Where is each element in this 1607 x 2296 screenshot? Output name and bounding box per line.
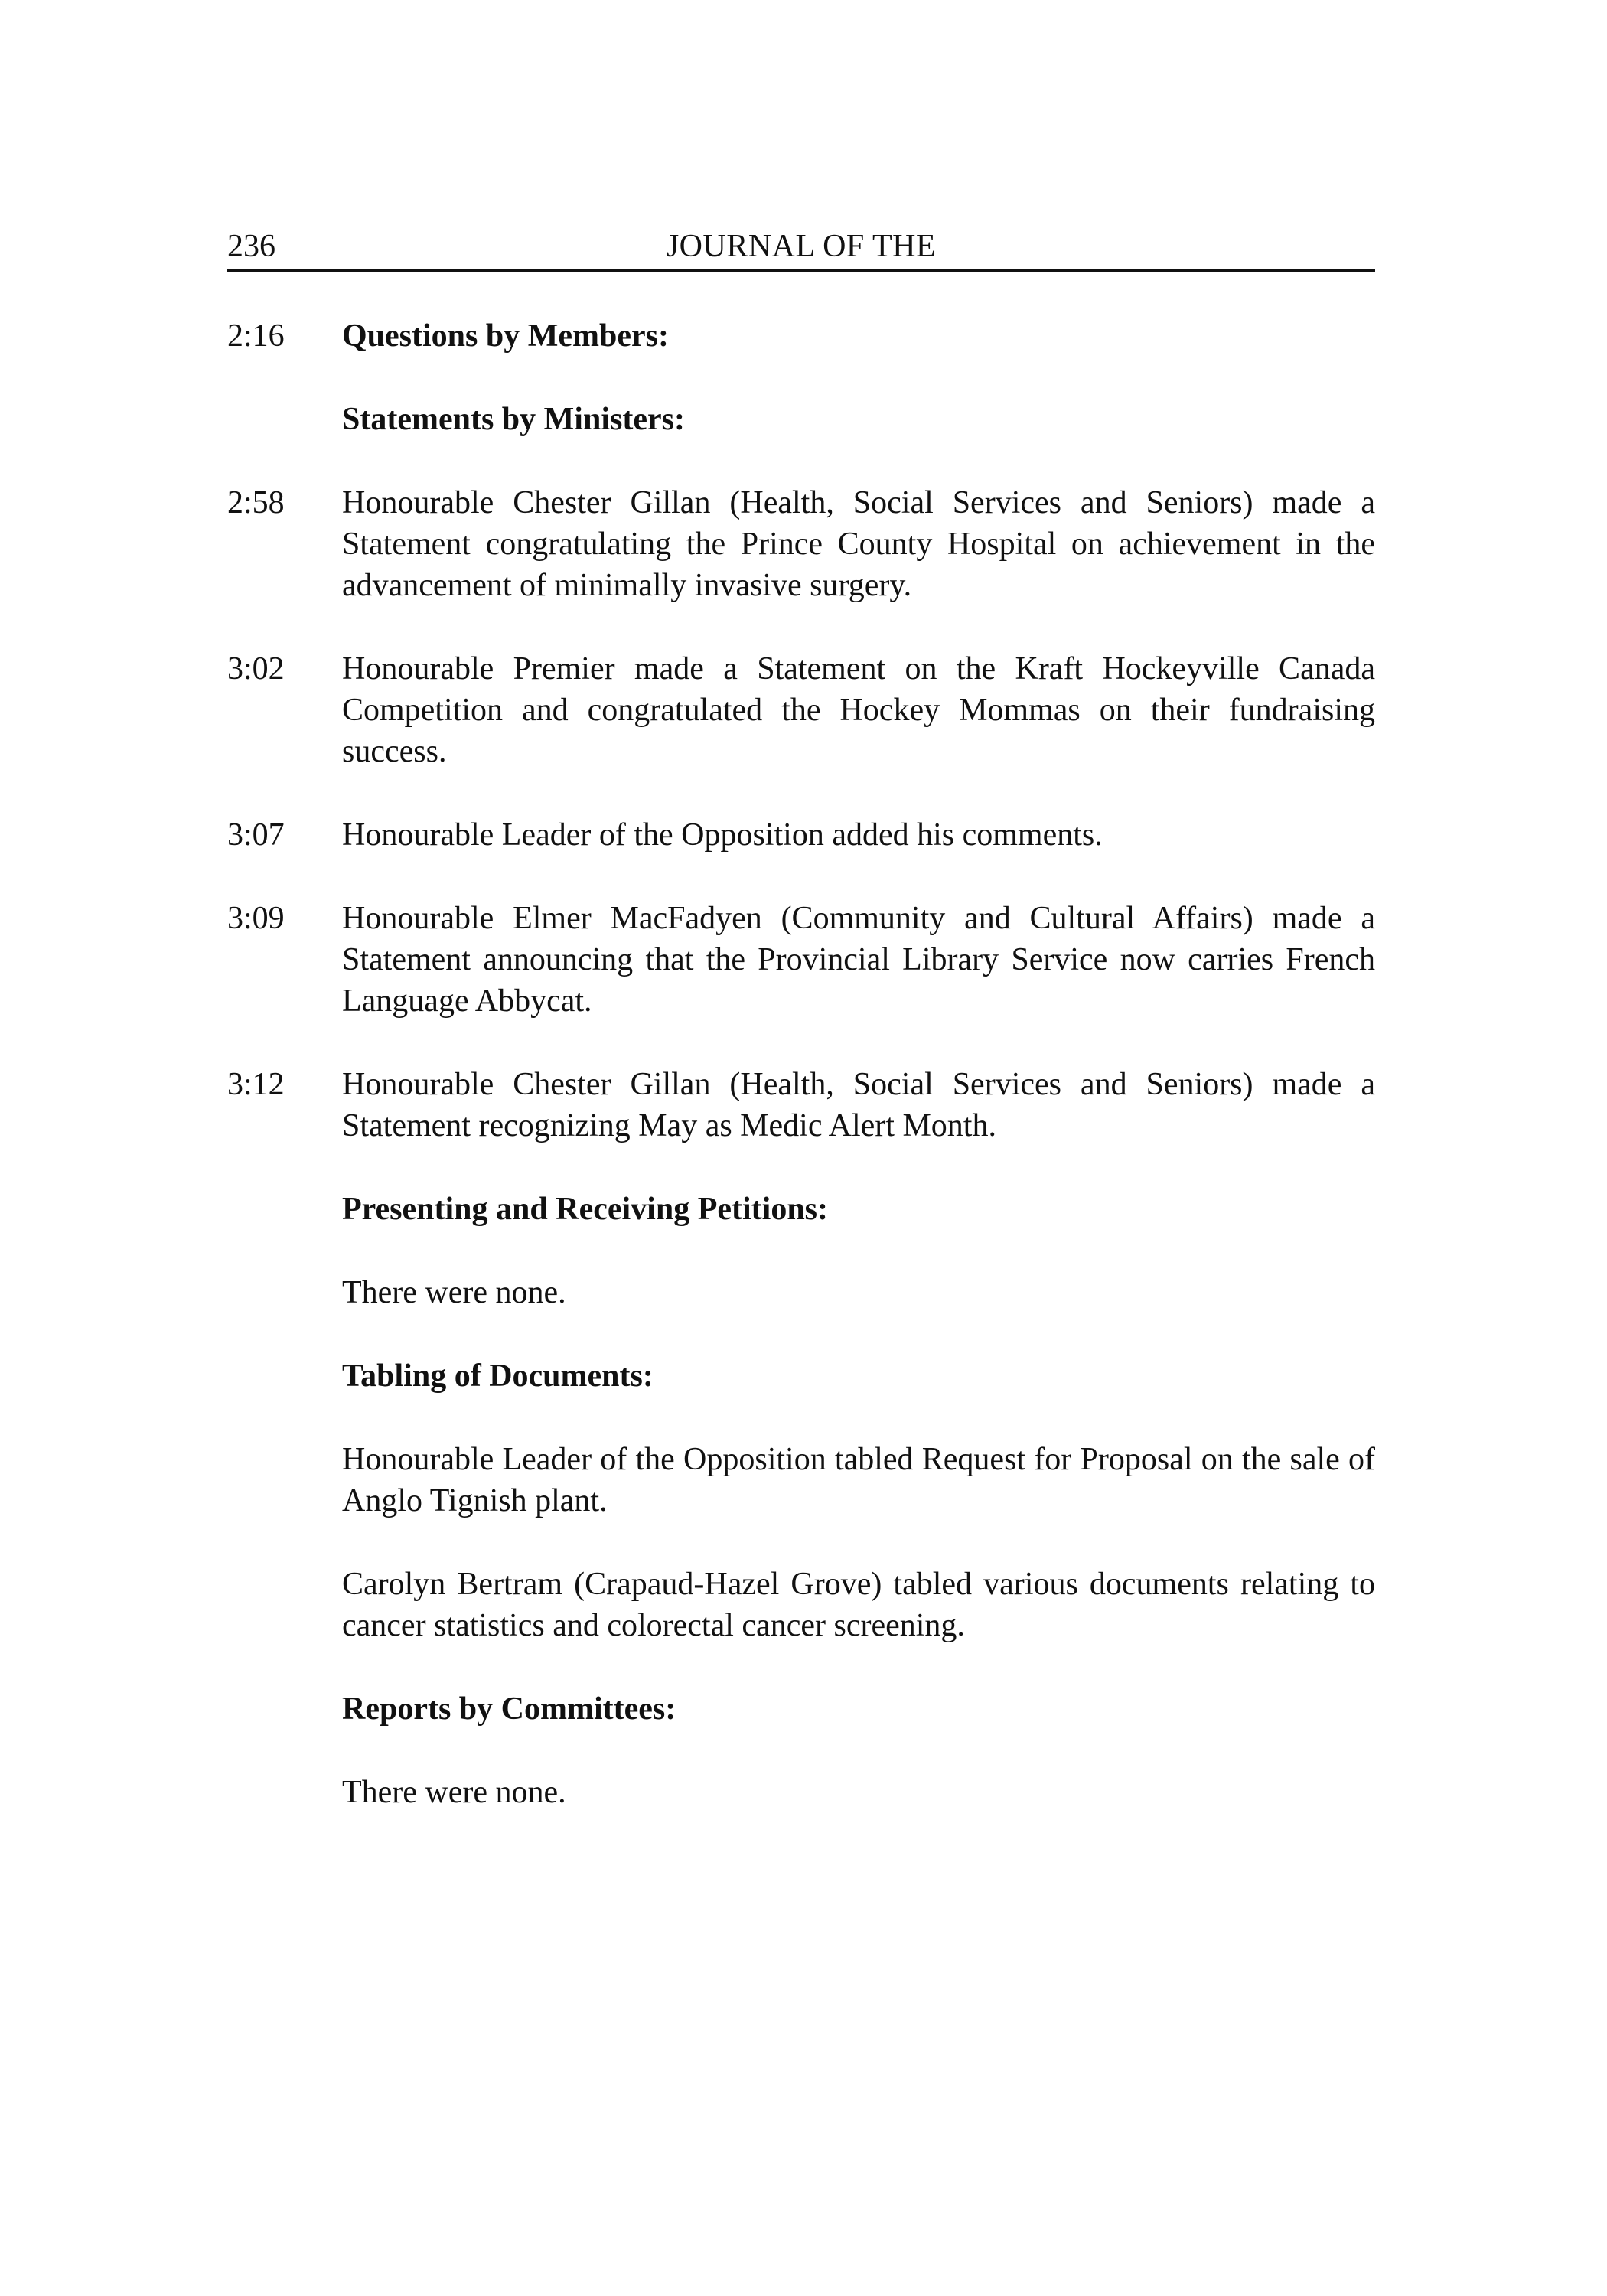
page-number: 236 xyxy=(227,229,275,264)
entry-time xyxy=(227,1439,342,1521)
entry-text: There were none. xyxy=(342,1775,566,1810)
journal-entry xyxy=(227,648,1375,772)
journal-entry xyxy=(227,898,1375,1022)
entry-text: Honourable Leader of the Opposition added his comments. xyxy=(342,817,1103,853)
entry-time xyxy=(227,1564,342,1646)
section-heading: Presenting and Receiving Petitions: xyxy=(342,1192,829,1227)
entry-time: 2:16 xyxy=(227,318,285,354)
entry-time xyxy=(227,1688,342,1730)
journal-entry xyxy=(227,1564,1375,1646)
entry-time: 3:07 xyxy=(227,817,285,853)
entry-time: 2:58 xyxy=(227,485,285,520)
section-heading: Statements by Ministers: xyxy=(342,402,685,437)
journal-entry xyxy=(227,1355,1375,1397)
page-header xyxy=(227,223,1375,272)
entry-text: Honourable Leader of the Opposition tabled Request for Proposal on the sale of Anglo Tignish plant. xyxy=(342,1442,1375,1518)
entry-text: Carolyn Bertram (Crapaud-Hazel Grove) tabled various documents relating to cancer statistics and colorectal cancer screening. xyxy=(342,1567,1375,1643)
section-heading: Questions by Members: xyxy=(342,318,669,354)
journal-content xyxy=(227,315,1375,1855)
journal-entry xyxy=(227,1439,1375,1521)
entry-text: Honourable Chester Gillan (Health, Social Services and Seniors) made a Statement congratulating the Prince County Hospital on achievement in the advancement of minimally invasive surgery. xyxy=(342,485,1375,603)
journal-entry xyxy=(227,1189,1375,1230)
journal-entry xyxy=(227,1272,1375,1313)
entry-time: 3:02 xyxy=(227,651,285,687)
entry-text: Honourable Chester Gillan (Health, Social Services and Seniors) made a Statement recognizing May as Medic Alert Month. xyxy=(342,1067,1375,1143)
running-head: JOURNAL OF THE xyxy=(666,229,937,264)
journal-entry xyxy=(227,482,1375,606)
entry-time xyxy=(227,399,342,440)
journal-entry xyxy=(227,1772,1375,1813)
entry-time xyxy=(227,1772,342,1813)
journal-entry xyxy=(227,315,1375,357)
journal-entry xyxy=(227,1064,1375,1146)
entry-text: There were none. xyxy=(342,1275,566,1310)
section-heading: Tabling of Documents: xyxy=(342,1358,654,1394)
entry-time: 3:12 xyxy=(227,1067,285,1102)
entry-text: Honourable Premier made a Statement on the Kraft Hockeyville Canada Competition and congratulated the Hockey Mommas on their fundraising success. xyxy=(342,651,1375,769)
journal-entry xyxy=(227,814,1375,856)
entry-time xyxy=(227,1272,342,1313)
entry-time xyxy=(227,1355,342,1397)
section-heading: Reports by Committees: xyxy=(342,1691,676,1727)
journal-entry xyxy=(227,1688,1375,1730)
entry-text: Honourable Elmer MacFadyen (Community and Cultural Affairs) made a Statement announcing that the Provincial Library Service now carries French Language Abbycat. xyxy=(342,901,1375,1019)
entry-time xyxy=(227,1189,342,1230)
entry-time: 3:09 xyxy=(227,901,285,936)
journal-entry xyxy=(227,399,1375,440)
